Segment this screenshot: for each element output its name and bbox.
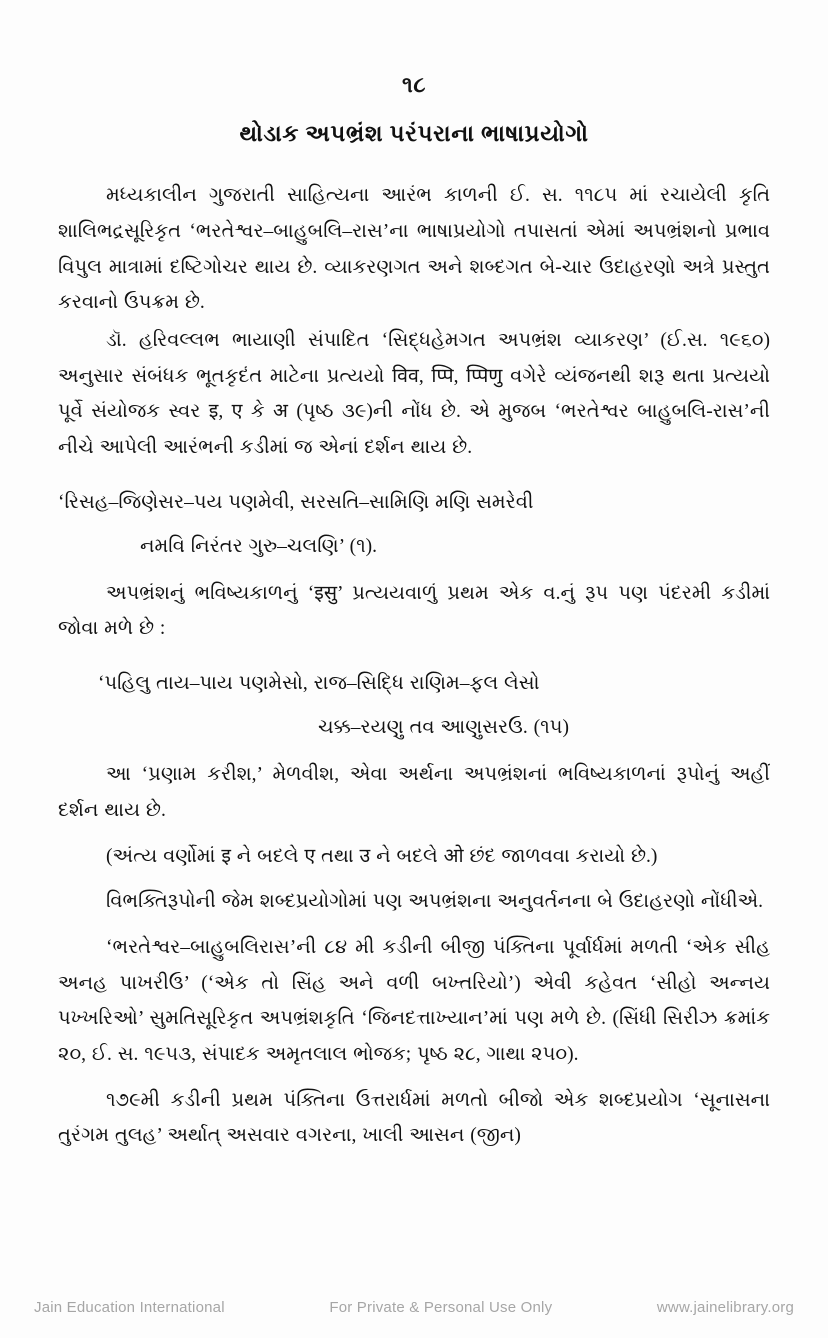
verse-2-line-1: ‘પહિલુ તાય–પાય પણમેસો, રાજ–સિદ્ધિ રાણિમ–ફલ લેસો <box>98 673 540 695</box>
spacer <box>58 831 770 839</box>
paragraph-4: આ ‘પ્રણામ કરીશ,’ મેળવીશ, એવા અર્થના અપભ્રંશનાં ભવિષ્યકાળનાં રૂપોનું અહીં દર્શન થાય છે. <box>58 764 770 821</box>
spacer <box>58 876 770 884</box>
verse-2-line-2: ચક્ક–રયણુ તવ આણુસરઉ. (૧૫) <box>318 717 569 739</box>
spacer <box>58 749 770 757</box>
paragraph-5: (અંત્ય વર્ણોમાં इ ને બદલે ए તથા उ ને બદલે ओ છંદ જાળવવા કરાયો છે.) <box>106 845 658 867</box>
footer-website-link[interactable]: www.jainelibrary.org <box>656 1299 794 1316</box>
verse-1-line-2: નમવિ નિરંતર ગુરુ–ચલણિ’ (૧). <box>140 535 377 557</box>
spacer <box>58 1075 770 1083</box>
spacer <box>58 922 770 930</box>
paragraph-1: મધ્યકાલીન ગુજરાતી સાહિત્યના આરંભ કાળની ઈ. સ. ૧૧૮૫ માં રચાયેલી કૃતિ શાલિભદ્રસૂરિકૃત ‘ભરતેશ્વર–બાહુબલિ–રાસ’ના ભાષાપ્રયોગો તપાસતાં એમાં અપભ્રંશનો પ્રભાવ વિપુલ માત્રામાં દષ્ટિગોચર થાય છે. વ્યાકરણગત અને શબ્દગત બે-ચાર ઉદાહરણો અત્રે પ્રસ્તુત કરવાનો ઉપક્રમ છે. <box>58 185 770 314</box>
footer-usage-notice: For Private & Personal Use Only <box>329 1299 553 1316</box>
spacer <box>58 468 770 476</box>
verse-1-line-1: ‘રિસહ–જિણેસર–પય પણમેવી, સરસતિ–સામિણિ મણિ સમરેવી <box>58 491 534 513</box>
page-number: ૧૮ <box>402 72 426 97</box>
page-body <box>58 164 770 1154</box>
page-title: થોડાક અપભ્રંશ પરંપરાના ભાષાપ્રયોગો <box>239 121 589 146</box>
paragraph-2: ડૉ. હરિવલ્લભ ભાયાણી સંપાદિત ‘સિદ્ધહેમગત અપભ્રંશ વ્યાકરણ’ (ઈ.સ. ૧૯૬૦) અનુસાર સંબંધક ભૂતકૃદંત માટેના પ્રત્યયો विव, प्पि, प्पिणु વગેરે વ્યંજનથી શરૂ થતા પ્રત્યયો પૂર્વે સંયોજક સ્વર इ, ए કે अ (પૃષ્ઠ ૩૯)ની નોંધ છે. એ મુજબ ‘ભરતેશ્વર બાહુબલિ-રાસ’ની નીચે આપેલી આરંભની કડીમાં જ એનાં દર્શન થાય છે. <box>58 329 770 458</box>
paragraph-3: અપભ્રંશનું ભવિષ્યકાળનું ‘इसु’ પ્રત્યયવાળું પ્રથમ એક વ.નું રૂપ પણ પંદરમી કડીમાં જોવા મળે છે : <box>58 582 770 640</box>
spacer <box>58 568 770 576</box>
footer-organization: Jain Education International <box>34 1299 225 1316</box>
page-footer <box>0 1299 828 1316</box>
paragraph-6: વિભક્તિરૂપોની જેમ શબ્દપ્રયોગોમાં પણ અપભ્રંશના અનુવર્તનના બે ઉદાહરણો નોંધીએ. <box>106 891 764 913</box>
paragraph-8: ૧૭૯મી કડીની પ્રથમ પંક્તિના ઉત્તરાર્ધમાં મળતો બીજો એક શબ્દપ્રયોગ ‘સૂનાસના તુરંગમ તુલહ’ અર્થાત્ અસવાર વગરના, ખાલી આસન (જીન) <box>58 1089 770 1147</box>
paragraph-7: ‘ભરતેશ્વર–બાહુબલિરાસ’ની ૮૪ મી કડીની બીજી પંક્તિના પૂર્વાર્ધમાં મળતી ‘એક સીહ અનહ પાખરીઉ’ (‘એક તો સિંહ અને વળી બખ્તરિયો’) એવી કહેવત ‘સીહો અન્નય પખ્ખરિઓ’ સુમતિસૂરિકૃત અપભ્રંશકૃતિ ‘જિનદત્તાખ્યાન’માં પણ મળે છે. (સિંધી સિરીઝ ક્રમાંક ૨૦, ઈ. સ. ૧૯૫૩, સંપાદક અમૃતલાલ ભોજક; પૃષ્ઠ ૨૮, ગાથા ૨૫૦). <box>58 936 770 1065</box>
spacer <box>58 649 770 657</box>
